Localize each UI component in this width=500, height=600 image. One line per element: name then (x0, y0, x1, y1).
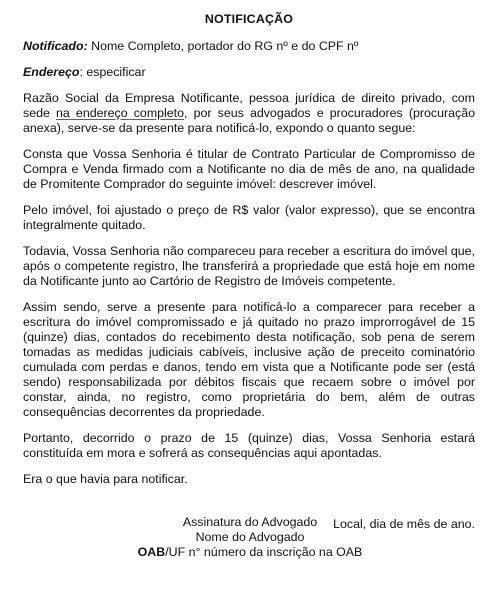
endereco-label: Endereço (23, 65, 80, 79)
notificado-label: Notificado: (23, 39, 88, 53)
lawyer-name: Nome do Advogado (195, 530, 305, 544)
oab-number-text: /UF n° número da inscrição na OAB (165, 545, 363, 559)
document-page (23, 8, 475, 532)
paragraph-notificante-start: Razão Social da Empresa Notificante, pessoa jurídica de direito privado, com sede (23, 91, 475, 120)
paragraph-notificante-end: , por seus advogados e procuradores (procuração anexa), serve-se da presente para notificá-lo, expondo o quanto segue: (23, 106, 475, 135)
document-title: NOTIFICAÇÃO (204, 12, 294, 26)
paragraph-notificacao-prazo: Assim sendo, serve a presente para notificá-lo a comparecer para receber a escritura do imóvel compromissado e já quitado no prazo improrrogável de 15 (quinze) dias, contados do recebimento desta notificação, sob pena de serem tomadas as medidas judiciais cabíveis, inclusive ação de preceito cominatório cumulada com perdas e danos, tendo em vista que a Notificante pode ser (está sendo) responsabilizada por débitos fiscais que recaem sobre o imóvel por constar, ainda, no registro, como proprietária do bem, além de outras consequências decorrentes da propriedade. (23, 300, 475, 419)
paragraph-encerramento: Era o que havia para notificar. (23, 472, 188, 486)
endereco-text: : especificar (79, 65, 146, 79)
oab-registration (0, 545, 500, 560)
signature-block (0, 515, 500, 560)
paragraph-contrato: Consta que Vossa Senhoria é titular de Contrato Particular de Compromisso de Compra e Venda firmado com a Notificante no dia de mês de ano, na qualidade de Promitente Comprador do seguinte imóvel: descrever imóvel. (23, 147, 475, 191)
oab-label: OAB (137, 545, 166, 559)
endereco-line (23, 65, 475, 80)
paragraph-preco: Pelo imóvel, foi ajustado o preço de R$ valor (valor expresso), que se encontra integralmente quitado. (23, 203, 475, 232)
paragraph-escritura: Todavia, Vossa Senhoria não compareceu para receber a escritura do imóvel que, após o competente registro, lhe transferirá a propriedade que está hoje em nome da Notificante junto ao Cartório de Registro de Imóveis competente. (23, 244, 475, 288)
notificado-text: Nome Completo, portador do RG nº e do CPF nº (87, 39, 359, 53)
signature-label: Assinatura do Advogado (182, 515, 318, 529)
address-placeholder-link[interactable]: na endereço completo (56, 106, 185, 120)
place-date: Local, dia de mês de ano. (333, 517, 475, 531)
paragraph-mora: Portanto, decorrido o prazo de 15 (quinze) dias, Vossa Senhoria estará constituída em mora e sofrerá as consequências aqui apontadas. (23, 431, 475, 460)
notificado-line (23, 39, 475, 54)
paragraph-notificante (23, 91, 475, 136)
